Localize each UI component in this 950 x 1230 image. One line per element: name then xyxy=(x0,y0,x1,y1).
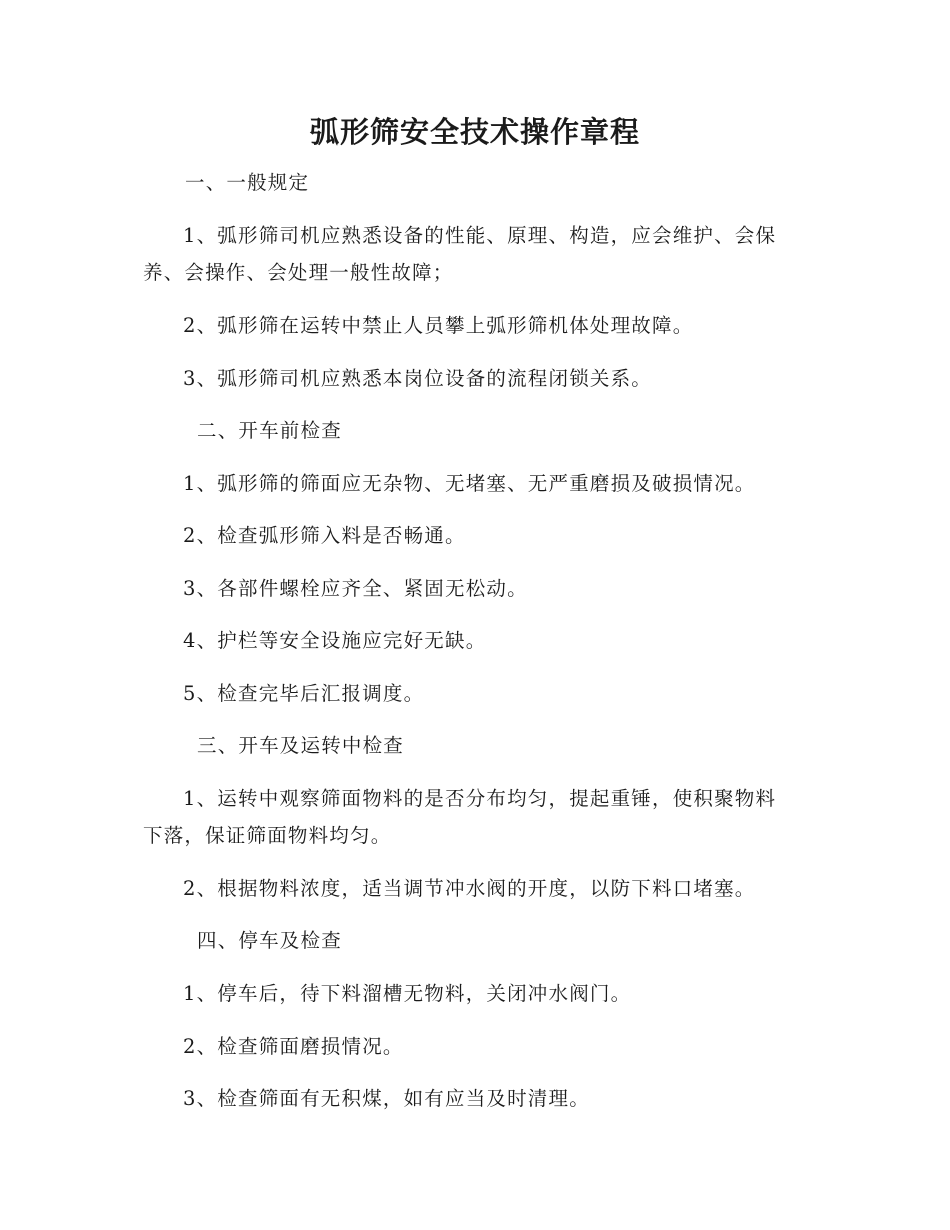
paragraph-line: 养、会操作、会处理一般性故障； xyxy=(143,261,454,284)
section-heading-general: 一、一般规定 xyxy=(185,171,310,194)
paragraph-line: 2、检查弧形筛入料是否畅通。 xyxy=(183,524,466,547)
paragraph-line: 1、停车后，待下料溜槽无物料，关闭冲水阀门。 xyxy=(183,982,632,1005)
section-heading-shutdown: 四、停车及检查 xyxy=(197,929,342,952)
paragraph-line: 3、各部件螺栓应齐全、紧固无松动。 xyxy=(183,577,528,600)
paragraph-line: 2、根据物料浓度，适当调节冲水阀的开度，以防下料口堵塞。 xyxy=(183,877,756,900)
paragraph-line: 1、弧形筛的筛面应无杂物、无堵塞、无严重磨损及破损情况。 xyxy=(183,472,756,495)
paragraph-line: 2、弧形筛在运转中禁止人员攀上弧形筛机体处理故障。 xyxy=(183,314,694,337)
document-title: 弧形筛安全技术操作章程 xyxy=(309,115,640,149)
paragraph-line: 1、弧形筛司机应熟悉设备的性能、原理、构造，应会维护、会保 xyxy=(183,224,777,247)
paragraph-line: 4、护栏等安全设施应完好无缺。 xyxy=(183,629,487,652)
paragraph-line: 3、检查筛面有无积煤，如有应当及时清理。 xyxy=(183,1087,590,1110)
paragraph-line: 5、检查完毕后汇报调度。 xyxy=(183,682,425,705)
paragraph-line: 下落，保证筛面物料均匀。 xyxy=(143,824,392,847)
section-heading-pre-start: 二、开车前检查 xyxy=(197,419,342,442)
paragraph-line: 3、弧形筛司机应熟悉本岗位设备的流程闭锁关系。 xyxy=(183,367,653,390)
paragraph-line: 2、检查筛面磨损情况。 xyxy=(183,1035,404,1058)
paragraph-line: 1、运转中观察筛面物料的是否分布均匀，提起重锤，使积聚物料 xyxy=(183,787,777,810)
section-heading-running: 三、开车及运转中检查 xyxy=(197,734,405,757)
